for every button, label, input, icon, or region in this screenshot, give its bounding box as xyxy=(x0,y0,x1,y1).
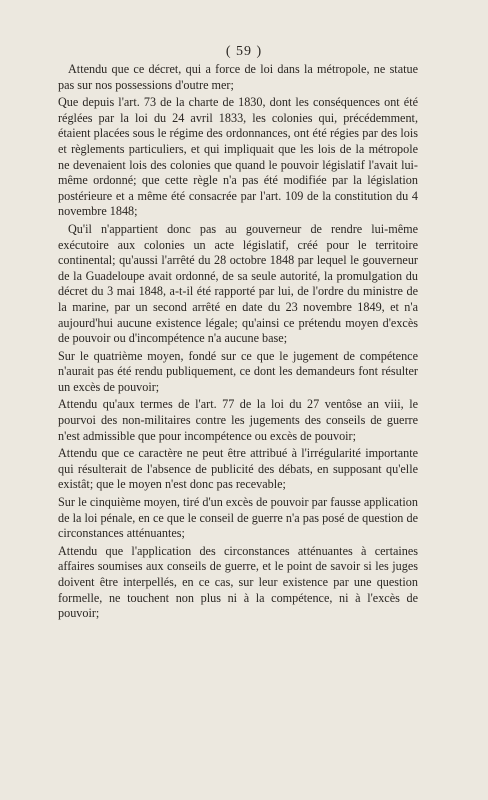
page-number: ( 59 ) xyxy=(225,44,263,59)
paragraph: Que depuis l'art. 73 de la charte de 1830, dont les conséquences ont été réglées par la loi du 24 avril 1833, les colonies qui, précédemment, étaient placées sous le régime des ordonnances, ont été régies par des lois et règlements particuliers, et qui impliquait que les lois de la métropole ne devenaient lois des colonies que quand le pouvoir législatif l'avait lui-même ordonné; que cette règle n'a pas été modifiée par la législation postérieure et a même été consacrée par l'art. 109 de la constitution du 4 novembre 1848; xyxy=(58,95,418,219)
body-text xyxy=(58,62,418,622)
paragraph: Attendu qu'aux termes de l'art. 77 de la loi du 27 ventôse an viii, le pourvoi des non-militaires contre les jugements des conseils de guerre n'est admissible que pour incompétence ou excès de pouvoir; xyxy=(58,397,418,443)
paragraph: Attendu que ce caractère ne peut être attribué à l'irrégularité importante qui résulterait de l'absence de publicité des débats, en supposant qu'elle existât; que le moyen n'est donc pas recevable; xyxy=(58,446,418,492)
paragraph: Qu'il n'appartient donc pas au gouverneur de rendre lui-même exécutoire aux colonies un acte législatif, créé pour le territoire continental; qu'aussi l'arrêté du 28 octobre 1848 par lequel le gouverneur de la Guadeloupe avait ordonné, de sa seule autorité, la promulgation du décret du 3 mai 1848, a-t-il été rapporté par lui, de l'ordre du ministre de la marine, par un second arrêté en date du 23 novembre 1849, et n'a aujourd'hui aucune existence légale; qu'ainsi ce prétendu moyen d'excès de pouvoir ou d'incompétence n'a aucune base; xyxy=(58,221,418,346)
paragraph: Attendu que ce décret, qui a force de loi dans la métropole, ne statue pas sur nos possessions d'outre mer; xyxy=(58,62,418,92)
paragraph: Sur le quatrième moyen, fondé sur ce que le jugement de compétence n'aurait pas été rendu publiquement, ce dont les demandeurs font résulter un excès de pouvoir; xyxy=(58,348,418,394)
paragraph: Attendu que l'application des circonstances atténuantes à certaines affaires soumises aux conseils de guerre, et le point de savoir si les juges doivent être interpellés, en ce cas, sur leur existence par une question formelle, ne touchent non plus ni à la compétence, ni à l'excès de pouvoir; xyxy=(58,543,418,621)
paragraph: Sur le cinquième moyen, tiré d'un excès de pouvoir par fausse application de la loi pénale, en ce que le conseil de guerre n'a pas posé de question de circonstances atténuantes; xyxy=(58,495,418,541)
